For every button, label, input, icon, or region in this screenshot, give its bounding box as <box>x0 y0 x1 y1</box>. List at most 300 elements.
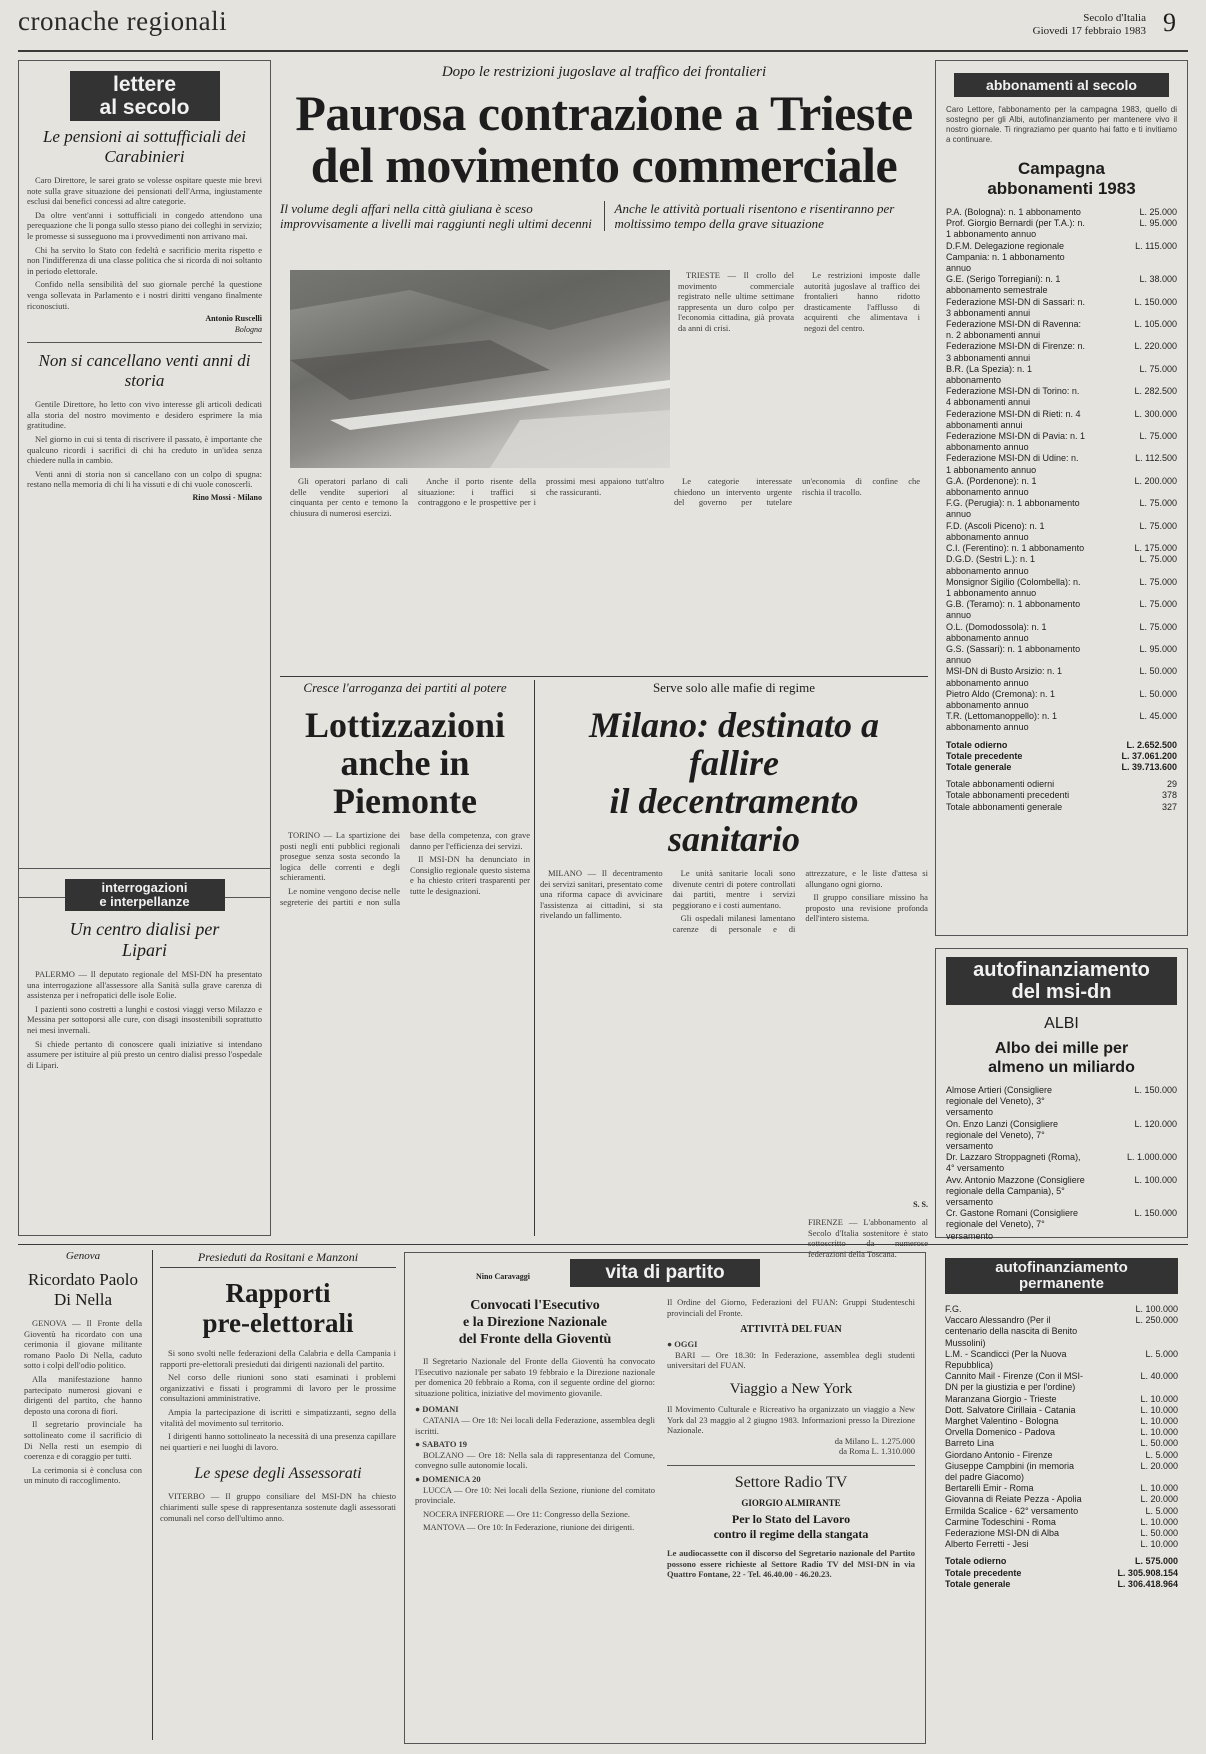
fuan-list <box>667 1339 915 1371</box>
ledger-amount: L. 50.000 <box>1140 1528 1178 1539</box>
ledger-label: Giovanna di Reiate Pezza - Apolia <box>945 1494 1082 1505</box>
ledger-amount: L. 10.000 <box>1140 1393 1178 1404</box>
abbonamenti-label: abbonamenti al secolo <box>954 73 1169 97</box>
vita-left <box>415 1297 655 1580</box>
ledger-label: Barreto Lina <box>945 1438 995 1449</box>
trieste-headline-1: Paurosa contrazione a Trieste <box>295 85 913 141</box>
abbonamenti-counts <box>946 779 1177 813</box>
interrogazioni-label-1: interrogazioni <box>101 880 188 895</box>
ledger-row <box>946 751 1177 762</box>
schedule-day: ● OGGI <box>667 1339 698 1350</box>
ledger-row <box>946 802 1177 813</box>
ledger-amount: L. 38.000 <box>1139 274 1177 285</box>
ledger-label: O.L. (Domodossola): n. 1 abbonamento annuo <box>946 621 1047 643</box>
ledger-label: Federazione MSI-DN di Torino: n. 4 abbonamenti annui <box>946 386 1080 408</box>
milano-headline-2: il decentramento sanitario <box>609 781 859 859</box>
letter-paragraph: Confido nella sensibilità del suo giornale perché la questione venga sollevata in Parlamento e i nostri diritti vengano finalmente riconosciuti. <box>27 279 262 311</box>
piemonte-milano-divider <box>534 680 535 1236</box>
lettere-body-2 <box>27 399 262 490</box>
ledger-label: Totale abbonamenti odierni <box>946 779 1055 790</box>
vita-box <box>404 1252 926 1744</box>
vita-label: vita di partito <box>570 1259 760 1287</box>
albi-label: ALBI <box>1044 1015 1079 1032</box>
schedule-item: BOLZANO — Ore 18: Nella sala di rappresentanza del Comune, convegno sulle autonomie locali. <box>415 1449 655 1471</box>
ledger-row <box>945 1394 1178 1405</box>
ledger-label: T.R. (Lettomanoppello): n. 1 abbonamento annuo <box>946 711 1058 733</box>
abbonamenti-totals <box>946 740 1177 774</box>
ledger-amount: L. 10.000 <box>1140 1416 1178 1427</box>
ledger-row <box>945 1427 1178 1438</box>
ledger-row <box>946 622 1177 644</box>
ledger-row <box>945 1438 1178 1449</box>
radio-body: Le audiocassette con il discorso del Segretario nazionale del Partito possono essere richieste al Settore Radio TV del MSI-DN in via Quattro Fontane, 22 - Tel. 46.40.00 - 46.20.23. <box>667 1547 915 1580</box>
article-paragraph: Le categorie interessate chiedono un intervento urgente del governo per tutelare un'economia di confine che rischia il tracollo. <box>674 476 920 508</box>
ledger-amount: L. 39.713.600 <box>1121 761 1177 772</box>
rapporti-title-2: Le spese degli Assessorati <box>194 1465 362 1483</box>
trieste-kicker: Dopo le restrizioni jugoslave al traffico dei frontalieri <box>441 64 767 80</box>
ledger-amount: L. 150.000 <box>1134 1208 1177 1219</box>
article-paragraph: Si chiede pertanto di conoscere quali iniziative si intendano assumere per istituire al più presto un centro dialisi presso l'ospedale di Lipari. <box>27 1038 262 1070</box>
milano-note: FIRENZE — L'abbonamento al Secolo d'Italia sostenitore è stato federazioni della Toscana. <box>808 1217 928 1259</box>
ledger-row <box>946 218 1177 240</box>
vita-title-2: e la Direzione Nazionale <box>463 1315 607 1330</box>
autofin-box <box>935 948 1188 1241</box>
ledger-amount: 29 <box>1166 779 1177 790</box>
ledger-label: G.A. (Pordenone): n. 1 abbonamento annuo <box>946 475 1037 498</box>
ledger-amount: L. 5.000 <box>1145 1505 1178 1516</box>
ledger-row <box>946 1208 1177 1242</box>
trieste-article <box>280 62 928 672</box>
ledger-amount: L. 282.500 <box>1134 386 1177 397</box>
ledger-label: D.F.M. Delegazione regionale Campania: n. 1 abbonamento annuo <box>946 240 1065 274</box>
genova-divider <box>152 1250 153 1740</box>
ledger-row <box>945 1556 1178 1567</box>
masthead-info <box>1033 12 1146 38</box>
ledger-label: Prof. Giorgio Bernardi (per T.A.): n. 1 abbonamento annuo <box>946 218 1085 240</box>
ledger-label: Avv. Antonio Mazzone (Consigliere regionale della Campania), 5° versamento <box>946 1174 1085 1208</box>
article-paragraph: Ampia la partecipazione di iscritti e simpatizzanti, segno della vitalità del movimento sul territorio. <box>160 1406 396 1428</box>
viaggio-fee-1: da Milano L. 1.275.000 <box>834 1435 915 1446</box>
interrogazioni-box <box>18 868 271 1236</box>
ledger-amount: L. 40.000 <box>1140 1371 1178 1382</box>
radio-name: GIORGIO ALMIRANTE <box>741 1497 841 1508</box>
schedule-item: BARI — Ore 18.30: In Federazione, assemblea degli studenti universitari del FUAN. <box>667 1349 915 1371</box>
rapporti-article <box>160 1250 396 1740</box>
ledger-label: D.G.D. (Sestri L.): n. 1 abbonamento annuo <box>946 554 1036 576</box>
viaggio-fee-2: da Roma L. 1.310.000 <box>838 1446 915 1457</box>
ledger-amount: L. 75.000 <box>1139 498 1177 509</box>
rapporti-kicker: Presieduti da Rositani e Manzoni <box>160 1250 396 1268</box>
letter-paragraph: Gentile Direttore, ho letto con vivo interesse gli articoli dedicati alla storia del nostro movimento e desidero esprimere la mia gratitudine. <box>27 399 262 431</box>
milano-body <box>540 868 928 1198</box>
ledger-row <box>946 740 1177 751</box>
lettere-signature-1: Antonio Ruscelli <box>205 314 262 324</box>
letter-paragraph: Nel giorno in cui si tenta di riscrivere il passato, è importante che qualcuno ricordi i sacrifici di chi ha creduto in un'idea senza chiedere nulla in cambio. <box>27 433 262 466</box>
ledger-row <box>946 711 1177 733</box>
ledger-label: Totale abbonamenti generale <box>946 801 1063 812</box>
ledger-label: L.M. - Scandicci (Per la Nuova Repubblica) <box>945 1348 1067 1371</box>
radio-divider <box>667 1465 915 1466</box>
radio-sub-2: contro il regime della stangata <box>713 1526 869 1541</box>
ledger-amount: L. 75.000 <box>1139 599 1177 610</box>
ledger-label: Totale abbonamenti precedenti <box>946 790 1070 801</box>
ledger-label: Orvella Domenico - Padova <box>945 1427 1056 1438</box>
letter-paragraph: Caro Direttore, le sarei grato se volesse ospitare queste mie brevi note sulla grave situazione dei pensionati dell'Arma, ingiustamente esclusi dai benefici concessi ad altre categorie. <box>27 175 262 207</box>
schedule-item: CATANIA — Ore 18: Nei locali della Federazione, assemblea degli iscritti. <box>415 1414 655 1436</box>
lettere-label-1: lettere <box>112 73 177 96</box>
ledger-amount: L. 50.000 <box>1140 1438 1178 1449</box>
radio-title: Settore Radio TV <box>734 1473 848 1491</box>
ledger-label: Cannito Mail - Firenze (Con il MSI-DN per la giustizia e per l'ordine) <box>945 1371 1084 1393</box>
lettere-title-2: Non si cancellano venti anni di storia <box>38 351 251 391</box>
genova-kicker: Genova <box>65 1250 101 1262</box>
ledger-label: G.B. (Teramo): n. 1 abbonamento annuo <box>946 599 1081 621</box>
ledger-amount: L. 50.000 <box>1139 666 1177 677</box>
ledger-label: C.I. (Ferentino): n. 1 abbonamento <box>946 543 1085 554</box>
fuan-head: ATTIVITÀ DEL FUAN <box>740 1324 842 1336</box>
ledger-amount: L. 575.000 <box>1134 1556 1178 1567</box>
ledger-amount: L. 75.000 <box>1139 520 1177 531</box>
ledger-row <box>945 1568 1178 1579</box>
ledger-label: Vaccaro Alessandro (Per il centenario della nascita di Benito Mussolini) <box>945 1315 1078 1348</box>
ledger-label: P.A. (Bologna): n. 1 abbonamento <box>946 207 1081 217</box>
article-paragraph: Nel corso delle riunioni sono stati esaminati i problemi organizzativi e fissati i programmi di lavoro per le prossime consultazioni amministrative. <box>160 1372 396 1404</box>
ledger-amount: L. 150.000 <box>1134 1085 1177 1095</box>
piemonte-kicker: Cresce l'arroganza dei partiti al potere <box>303 680 507 695</box>
ledger-amount: L. 305.908.154 <box>1117 1567 1178 1578</box>
ledger-amount: L. 75.000 <box>1139 363 1177 374</box>
ledger-amount: L. 75.000 <box>1139 621 1177 632</box>
ledger-label: Federazione MSI-DN di Firenze: n. 3 abbonamenti annui <box>946 341 1086 363</box>
article-paragraph: Le unità sanitarie locali sono divenute centri di potere controllati dai partiti, mentre i servizi peggiorano e i costi aumentano. <box>672 868 796 910</box>
ledger-row <box>945 1416 1178 1427</box>
article-paragraph: Le restrizioni imposte dalle autorità jugoslave al traffico dei frontalieri hanno ridotto drasticamente l'afflusso di acquirenti che alimentava i negozi del centro. <box>804 270 920 333</box>
milano-article <box>540 680 928 1259</box>
lettere-title-1: Le pensioni ai sottufficiali dei Carabinieri <box>42 127 247 166</box>
section-title: cronache regionali <box>18 6 228 36</box>
article-paragraph: Anche il porto risente della situazione: i traffici si contraggono e le prospettive per i prossimi mesi appaiono tutt'altro che rassicuranti. <box>418 476 664 508</box>
ledger-label: Totale precedente <box>945 1567 1022 1578</box>
genova-title: Ricordato Paolo Di Nella <box>27 1270 138 1309</box>
trieste-subhead-right: Anche le attività portuali risentono e risentiranno per moltissimo tempo della grave situazione <box>614 201 895 231</box>
ledger-label: Federazione MSI-DN di Sassari: n. 3 abbonamenti annui <box>946 296 1086 318</box>
page-number: 9 <box>1163 8 1176 37</box>
rapporti-body-2 <box>160 1491 396 1523</box>
schedule-day: ● DOMANI <box>415 1404 459 1415</box>
ledger-row <box>946 476 1177 498</box>
trieste-subheads <box>280 201 928 231</box>
ledger-label: Alberto Ferretti - Jesi <box>945 1539 1029 1550</box>
ledger-label: F.D. (Ascoli Piceno): n. 1 abbonamento annuo <box>946 520 1045 542</box>
lettere-signature-1-place: Bologna <box>234 325 262 335</box>
ledger-row <box>946 689 1177 711</box>
ledger-label: Federazione MSI-DN di Ravenna: n. 2 abbonamenti annui <box>946 319 1082 341</box>
ledger-row <box>946 241 1177 275</box>
ledger-amount: L. 5.000 <box>1145 1449 1178 1460</box>
ledger-amount: L. 75.000 <box>1139 576 1177 587</box>
ledger-row <box>945 1461 1178 1483</box>
ledger-label: Federazione MSI-DN di Pavia: n. 1 abbonamento annuo <box>946 431 1086 453</box>
genova-body <box>24 1318 142 1486</box>
ledger-amount: L. 100.000 <box>1135 1304 1178 1314</box>
article-paragraph: Le nomine vengono decise nelle segreterie dei partiti e non sulla base della competenza, con grave danno per l'efficienza dei servizi. <box>280 830 530 907</box>
piemonte-headline-1: Lottizzazioni <box>305 705 505 745</box>
ledger-row <box>945 1315 1178 1349</box>
ledger-amount: L. 2.652.500 <box>1126 739 1177 750</box>
ledger-label: Pietro Aldo (Cremona): n. 1 abbonamento annuo <box>946 688 1056 710</box>
genova-article <box>18 1250 148 1740</box>
autofin-perm-totals <box>945 1556 1178 1590</box>
ledger-amount: L. 150.000 <box>1134 296 1177 307</box>
schedule-item: LUCCA — Ore 10: Nei locali della Sezione, riunione del comitato provinciale. <box>415 1484 655 1506</box>
ledger-label: Totale generale <box>946 761 1012 772</box>
milano-headline-1: Milano: destinato a fallire <box>588 705 880 783</box>
letter-paragraph: Venti anni di storia non si cancellano con un colpo di spugna: restano nella memoria di chi li ha vissuti e di chi vuole conoscerli. <box>27 468 262 490</box>
ledger-label: G.S. (Sassari): n. 1 abbonamento annuo <box>946 643 1081 666</box>
lettere-divider <box>27 342 262 343</box>
ledger-amount: L. 300.000 <box>1134 408 1177 419</box>
abbonamenti-box <box>935 60 1188 936</box>
ledger-row <box>946 666 1177 688</box>
ledger-row <box>946 1152 1177 1174</box>
autofin-perm-label-1: autofinanziamento <box>995 1259 1128 1276</box>
schedule-item: NOCERA INFERIORE — Ore 11: Congresso della Sezione. <box>423 1508 630 1519</box>
center-rule <box>280 676 928 677</box>
ledger-amount: L. 5.000 <box>1145 1348 1178 1359</box>
ledger-row <box>946 364 1177 386</box>
ledger-amount: L. 20.000 <box>1140 1494 1178 1505</box>
ledger-row <box>946 644 1177 666</box>
harbour-illustration <box>290 270 670 468</box>
ledger-amount: L. 20.000 <box>1140 1460 1178 1471</box>
albi-title: Albo dei mille per almeno un miliardo <box>988 1040 1135 1076</box>
article-paragraph: GENOVA — Il Fronte della Gioventù ha ricordato con una cerimonia il giovane militante romano Paolo Di Nella, caduto sotto i colpi dell'odio politico. <box>24 1318 142 1371</box>
abbonamenti-list <box>946 207 1177 734</box>
paper-name: Secolo d'Italia <box>1083 12 1146 24</box>
ledger-amount: L. 200.000 <box>1134 475 1177 486</box>
piemonte-article <box>280 680 530 1281</box>
milano-kicker: Serve solo alle mafie di regime <box>652 680 816 695</box>
article-paragraph: Alla manifestazione hanno partecipato numerosi giovani e dirigenti del partito, che hanno deposto una corona di fiori. <box>24 1373 142 1416</box>
trieste-subhead-divider <box>604 201 605 231</box>
lettere-body-1 <box>27 175 262 311</box>
ledger-amount: L. 112.500 <box>1135 453 1177 464</box>
masthead-rule <box>18 50 1188 52</box>
ledger-amount: 327 <box>1161 801 1177 812</box>
ledger-label: Marghet Valentino - Bologna <box>945 1416 1059 1427</box>
ledger-label: Carmine Todeschini - Roma <box>945 1516 1056 1527</box>
ledger-row <box>946 341 1177 363</box>
ledger-label: On. Enzo Lanzi (Consigliere regionale del Veneto), 7° versamento <box>946 1118 1059 1152</box>
ledger-row <box>946 386 1177 408</box>
ledger-label: F.G. (Perugia): n. 1 abbonamento annuo <box>946 498 1080 520</box>
article-paragraph: I pazienti sono costretti a lunghi e costosi viaggi verso Milazzo e Messina per sottoporsi alle cure, con disagi insostenibili soprattutto nei mesi invernali. <box>27 1003 262 1035</box>
abbonamenti-title-1: Campagna <box>1018 159 1105 178</box>
ledger-amount: L. 306.418.964 <box>1117 1578 1178 1589</box>
autofin-label <box>946 957 1177 1005</box>
abbonamenti-intro: Caro Lettore, l'abbonamento per la campagna 1983, quello di sostegno per gli Albi, autofinanziamento per mantenere vivo il nostro giornale. Ti ringraziamo per quanto hai fatto e ti invitiamo a continuare. <box>946 105 1177 144</box>
piemonte-body <box>280 830 530 1270</box>
ledger-row <box>946 577 1177 599</box>
ledger-row <box>945 1528 1178 1539</box>
vita-right <box>667 1297 915 1580</box>
ledger-row <box>946 762 1177 773</box>
ledger-label: Dr. Lazzaro Stroppagneti (Roma), 4° versamento <box>946 1152 1081 1174</box>
ledger-amount: L. 45.000 <box>1139 711 1177 722</box>
ledger-row <box>946 297 1177 319</box>
trieste-photo <box>290 270 670 468</box>
vita-title-1: Convocati l'Esecutivo <box>470 1298 600 1313</box>
autofin-perm-label-2: permanente <box>1018 1275 1105 1292</box>
ledger-row <box>945 1349 1178 1371</box>
ledger-row <box>946 1119 1177 1153</box>
ledger-row <box>946 543 1177 554</box>
autofin-perm-label <box>945 1258 1178 1294</box>
article-paragraph: Il Segretario Nazionale del Fronte della Gioventù ha convocato l'Esecutivo nazionale per sabato 19 febbraio e la Direzione nazionale per domenica 20 febbraio a Roma, con il seguente ordine del giorno: situazione politica, iniziative del movimento giovanile. <box>415 1356 655 1398</box>
ledger-row <box>946 207 1177 218</box>
ledger-row <box>946 274 1177 296</box>
ledger-label: Almose Artieri (Consigliere regionale del Veneto), 3° versamento <box>946 1085 1053 1118</box>
article-paragraph: TORINO — La spartizione dei posti negli enti pubblici regionali prosegue senza sosta secondo la logica delle correnti e degli schieramenti. <box>280 830 400 883</box>
ledger-row <box>946 521 1177 543</box>
autofin-list <box>946 1085 1177 1242</box>
article-paragraph: Il MSI-DN ha denunciato in Consiglio regionale questo sistema e ha chiesto criteri trasparenti per tutte le designazioni. <box>410 854 530 896</box>
article-paragraph: TRIESTE — Il crollo del movimento commerciale registrato nelle ultime settimane rappresenta un duro colpo per l'economia cittadina, già provata da anni di crisi. <box>678 270 794 333</box>
ledger-label: Bertarelli Emir - Roma <box>945 1483 1034 1494</box>
interrogazioni-label <box>65 879 225 911</box>
ledger-label: Totale precedente <box>946 750 1023 761</box>
ledger-amount: L. 175.000 <box>1134 543 1177 554</box>
trieste-body-top <box>678 270 920 468</box>
vita-body <box>415 1356 655 1398</box>
ledger-row <box>946 409 1177 431</box>
article-paragraph: Il segretario provinciale ha sottolineato come il sacrificio di Di Nella resti un esempio di coerenza e di coraggio per tutti. <box>24 1419 142 1462</box>
ledger-amount: L. 10.000 <box>1140 1404 1178 1415</box>
ledger-row <box>945 1304 1178 1315</box>
rapporti-headline-1: Rapporti <box>225 1278 331 1308</box>
ledger-row <box>946 1175 1177 1209</box>
ledger-label: F.G. <box>945 1304 962 1314</box>
article-paragraph: La cerimonia si è conclusa con un minuto di raccoglimento. <box>24 1464 142 1486</box>
lettere-signature-2: Rino Mossi - Milano <box>192 492 262 502</box>
article-paragraph: Si sono svolti nelle federazioni della Calabria e della Campania i rapporti pre-elettorali presieduti dai dirigenti nazionali del partito. <box>160 1348 396 1369</box>
ledger-row <box>945 1539 1178 1550</box>
article-paragraph: MILANO — Il decentramento dei servizi sanitari, presentato come una riforma capace di avvicinare l'assistenza ai cittadini, si sta rivelando un fallimento. <box>540 868 663 921</box>
ledger-row <box>946 431 1177 453</box>
vita-schedule <box>415 1404 655 1533</box>
ledger-row <box>946 498 1177 520</box>
piemonte-headline-2: anche in Piemonte <box>333 743 477 821</box>
ledger-label: Totale odierno <box>945 1556 1007 1567</box>
viaggio-body: Il Movimento Culturale e Ricreativo ha organizzato un viaggio a New York dal 23 maggio al 2 giugno 1983. Informazioni presso la Direzione Nazionale. <box>667 1403 915 1436</box>
trieste-subhead-left: Il volume degli affari nella città giuliana è sceso improvvisamente a livelli mai raggiunti negli ultimi decenni <box>280 201 592 231</box>
ledger-row <box>946 453 1177 475</box>
ledger-amount: L. 37.061.200 <box>1121 750 1177 761</box>
autofin-label-2: del msi-dn <box>1011 981 1112 1003</box>
ledger-label: Federazione MSI-DN di Rieti: n. 4 abbonamenti annui <box>946 408 1081 430</box>
radio-sub-1: Per lo Stato del Lavoro <box>731 1511 851 1526</box>
ledger-label: Monsignor Sigilio (Colombella): n. 1 abbonamento annuo <box>946 576 1081 598</box>
letter-paragraph: Chi ha servito lo Stato con fedeltà e sacrificio merita rispetto e non l'indifferenza di una classe politica che si ricorda di noi soltanto in periodo elettorale. <box>27 244 262 276</box>
ledger-row <box>945 1450 1178 1461</box>
lettere-label <box>70 71 220 121</box>
vita-columns <box>415 1297 915 1580</box>
ledger-row <box>946 319 1177 341</box>
autofin-label-1: autofinanziamento <box>973 959 1150 981</box>
viaggio-title: Viaggio a New York <box>729 1380 853 1397</box>
article-paragraph: Il gruppo consiliare missino ha proposto una revisione profonda dell'intero sistema. <box>805 892 928 924</box>
milano-signature: S. S. <box>913 1200 928 1209</box>
ledger-row <box>945 1405 1178 1416</box>
ledger-row <box>945 1506 1178 1517</box>
ledger-label: Giordano Antonio - Firenze <box>945 1449 1053 1460</box>
ledger-amount: L. 10.000 <box>1140 1427 1178 1438</box>
ledger-amount: L. 100.000 <box>1134 1174 1177 1185</box>
piemonte-signature: Nino Caravaggi <box>476 1272 530 1281</box>
ledger-amount: L. 50.000 <box>1139 688 1177 699</box>
ledger-amount: L. 75.000 <box>1139 554 1177 565</box>
ledger-row <box>945 1371 1178 1393</box>
trieste-body <box>290 476 920 672</box>
article-paragraph: VITERBO — Il gruppo consiliare del MSI-DN ha chiesto chiarimenti sulle spese di rappresentanza sostenute dagli assessorati comunali nel corso dell'ultimo anno. <box>160 1491 396 1523</box>
ledger-row <box>946 790 1177 801</box>
abbonamenti-title-2: abbonamenti 1983 <box>987 179 1136 198</box>
ledger-row <box>946 1085 1177 1119</box>
ledger-amount: L. 1.000.000 <box>1126 1152 1177 1163</box>
ledger-amount: L. 250.000 <box>1135 1315 1178 1326</box>
ledger-amount: L. 95.000 <box>1139 218 1177 229</box>
ledger-amount: L. 10.000 <box>1140 1516 1178 1527</box>
ledger-amount: L. 95.000 <box>1139 643 1177 654</box>
ledger-row <box>945 1579 1178 1590</box>
ledger-label: Maranzana Giorgio - Trieste <box>945 1393 1057 1404</box>
ledger-row <box>945 1494 1178 1505</box>
ledger-row <box>945 1483 1178 1494</box>
autofin-perm-box <box>935 1252 1188 1744</box>
ledger-amount: L. 75.000 <box>1139 431 1177 442</box>
bottom-section-rule <box>18 1244 1188 1245</box>
ledger-row <box>946 554 1177 576</box>
ledger-label: Federazione MSI-DN di Udine: n. 1 abbonamento annuo <box>946 453 1079 475</box>
autofin-perm-list <box>945 1304 1178 1550</box>
ledger-amount: L. 105.000 <box>1134 319 1177 330</box>
ledger-row <box>945 1517 1178 1528</box>
ledger-label: B.R. (La Spezia): n. 1 abbonamento <box>946 363 1033 386</box>
lettere-label-2: al secolo <box>99 96 190 119</box>
ledger-amount: L. 220.000 <box>1134 341 1177 352</box>
lettere-box <box>18 60 271 898</box>
ledger-label: Totale odierno <box>946 739 1008 750</box>
interrogazioni-body <box>27 969 262 1070</box>
issue-date: Giovedi 17 febbraio 1983 <box>1032 25 1146 37</box>
schedule-day: ● SABATO 19 <box>415 1439 468 1450</box>
ledger-label: Federazione MSI-DN di Alba <box>945 1528 1060 1539</box>
ledger-amount: L. 120.000 <box>1134 1118 1177 1129</box>
interrogazioni-label-2: e interpellanze <box>99 894 190 909</box>
ledger-amount: L. 25.000 <box>1139 207 1177 217</box>
interrogazioni-title: Un centro dialisi per Lipari <box>69 919 220 960</box>
article-paragraph: Gli ospedali milanesi lamentano carenze di personale e di attrezzature, e le liste d'attesa si allungano ogni giorno. <box>672 868 928 934</box>
ledger-amount: L. 115.000 <box>1135 240 1177 251</box>
schedule-day: ● DOMENICA 20 <box>415 1473 481 1484</box>
article-paragraph: PALERMO — Il deputato regionale del MSI-DN ha presentato una interrogazione all'assessore alla Sanità sulla grave carenza di assistenza per i nefropatici delle isole Eolie. <box>27 969 262 1001</box>
trieste-headline-2: del movimento commerciale <box>310 137 898 193</box>
ledger-amount: 378 <box>1161 790 1177 801</box>
ledger-label: Ermilda Scalice - 62° versamento <box>945 1505 1079 1516</box>
ledger-label: Cr. Gastone Romani (Consigliere regionale del Veneto), 7° versamento <box>946 1208 1079 1241</box>
ledger-label: MSI-DN di Busto Arsizio: n. 1 abbonamento annuo <box>946 666 1063 688</box>
ledger-label: G.E. (Serigo Torregiani): n. 1 abbonamento semestrale <box>946 274 1061 296</box>
